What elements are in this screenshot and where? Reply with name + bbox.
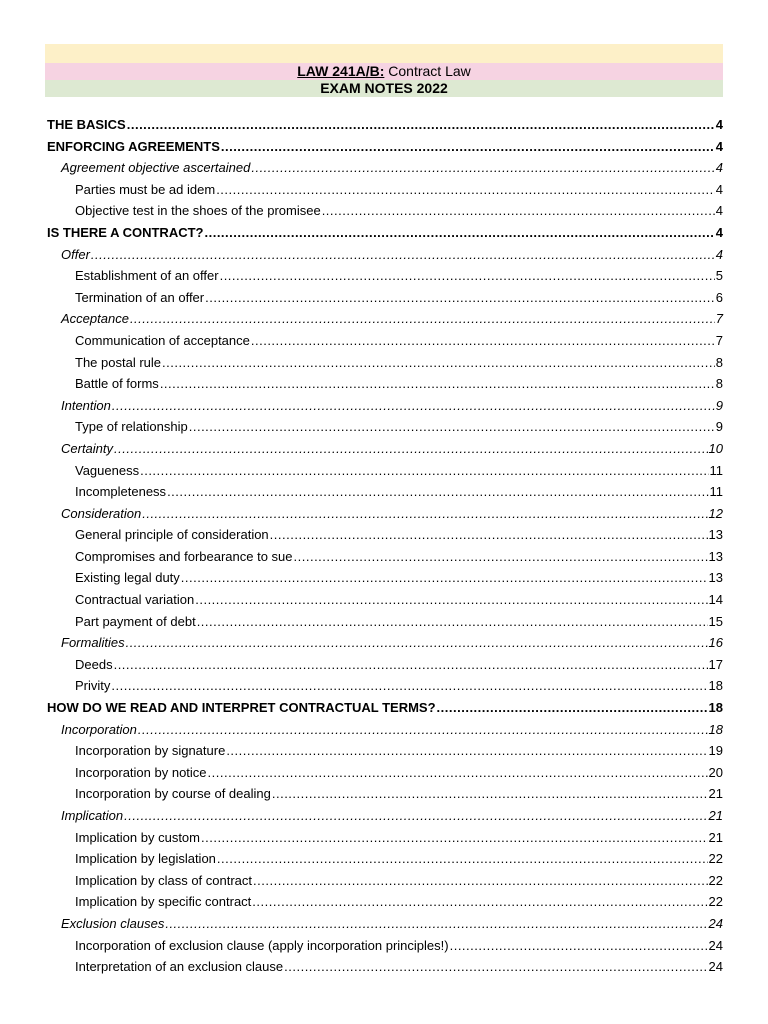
toc-dot-leader bbox=[251, 157, 714, 179]
toc-page-number: 21 bbox=[708, 808, 723, 823]
toc-entry[interactable] bbox=[47, 438, 723, 460]
toc-entry[interactable] bbox=[47, 805, 723, 827]
toc-entry[interactable] bbox=[47, 265, 723, 287]
toc-entry[interactable] bbox=[47, 460, 723, 482]
toc-dot-leader bbox=[138, 719, 708, 741]
toc-dot-leader bbox=[270, 524, 708, 546]
toc-entry[interactable] bbox=[47, 762, 723, 784]
toc-entry-title: IS THERE A CONTRACT? bbox=[47, 224, 204, 240]
toc-entry-title: Implication by class of contract bbox=[75, 872, 253, 888]
toc-page-number: 7 bbox=[715, 311, 723, 327]
toc-entry[interactable] bbox=[47, 395, 723, 417]
toc-entry[interactable] bbox=[47, 783, 723, 805]
toc-entry-title: Compromises and forbearance to sue bbox=[75, 548, 293, 564]
toc-dot-leader bbox=[226, 740, 707, 762]
toc-entry-title: Intention bbox=[61, 397, 111, 413]
toc-entry-title: Formalities bbox=[61, 635, 125, 651]
toc-entry[interactable] bbox=[47, 330, 723, 352]
toc-entry-title: Parties must be ad idem bbox=[75, 181, 216, 197]
toc-entry[interactable] bbox=[47, 416, 723, 438]
toc-page-number: 10 bbox=[708, 440, 723, 456]
toc-entry[interactable] bbox=[47, 697, 723, 719]
toc-entry[interactable] bbox=[47, 136, 723, 158]
toc-entry-title: Acceptance bbox=[61, 311, 129, 327]
toc-entry-title: Existing legal duty bbox=[75, 570, 180, 586]
toc-dot-leader bbox=[253, 870, 708, 892]
toc-dot-leader bbox=[322, 200, 715, 222]
toc-dot-leader bbox=[124, 805, 707, 827]
toc-entry[interactable] bbox=[47, 891, 723, 913]
toc-page-number: 22 bbox=[708, 872, 723, 888]
toc-page-number: 13 bbox=[708, 570, 723, 586]
toc-page-number: 24 bbox=[708, 959, 723, 975]
toc-dot-leader bbox=[181, 567, 708, 589]
toc-entry[interactable] bbox=[47, 114, 723, 136]
toc-page-number: 4 bbox=[715, 160, 723, 176]
toc-page-number: 4 bbox=[715, 203, 723, 219]
toc-page-number: 16 bbox=[708, 635, 723, 651]
toc-entry-title: Agreement objective ascertained bbox=[61, 160, 251, 176]
document-subtitle: EXAM NOTES 2022 bbox=[45, 80, 723, 97]
toc-dot-leader bbox=[160, 373, 715, 395]
toc-dot-leader bbox=[450, 935, 708, 957]
toc-page-number: 5 bbox=[715, 268, 723, 284]
toc-entry-title: Incorporation by signature bbox=[75, 743, 226, 759]
toc-page-number: 21 bbox=[708, 786, 723, 802]
toc-entry-title: Implication by legislation bbox=[75, 851, 216, 867]
toc-page-number: 15 bbox=[708, 613, 723, 629]
toc-entry-title: Establishment of an offer bbox=[75, 268, 219, 284]
toc-dot-leader bbox=[208, 762, 708, 784]
toc-entry[interactable] bbox=[47, 503, 723, 525]
toc-entry[interactable] bbox=[47, 179, 723, 201]
toc-page-number: 18 bbox=[708, 721, 723, 737]
toc-entry[interactable] bbox=[47, 373, 723, 395]
toc-dot-leader bbox=[197, 611, 708, 633]
toc-entry-title: Battle of forms bbox=[75, 376, 159, 392]
toc-dot-leader bbox=[205, 287, 715, 309]
toc-dot-leader bbox=[165, 913, 707, 935]
toc-dot-leader bbox=[217, 848, 708, 870]
toc-dot-leader bbox=[221, 136, 715, 158]
toc-entry-title: Vagueness bbox=[75, 462, 140, 478]
toc-entry-title: Part payment of debt bbox=[75, 613, 196, 629]
toc-entry[interactable] bbox=[47, 200, 723, 222]
toc-dot-leader bbox=[114, 438, 708, 460]
toc-dot-leader bbox=[204, 222, 714, 244]
toc-entry-title: Incorporation of exclusion clause (apply incorporation principles!) bbox=[75, 937, 449, 953]
toc-page-number: 18 bbox=[708, 678, 723, 694]
course-title bbox=[45, 63, 723, 80]
table-of-contents bbox=[47, 114, 723, 978]
toc-entry-title: Deeds bbox=[75, 656, 113, 672]
toc-page-number: 4 bbox=[715, 181, 723, 197]
toc-dot-leader bbox=[201, 827, 708, 849]
toc-entry[interactable] bbox=[47, 352, 723, 374]
toc-entry[interactable] bbox=[47, 157, 723, 179]
toc-page-number: 17 bbox=[708, 656, 723, 672]
toc-entry[interactable] bbox=[47, 244, 723, 266]
toc-entry-title: Consideration bbox=[61, 505, 142, 521]
toc-dot-leader bbox=[437, 697, 708, 719]
toc-page-number: 4 bbox=[715, 117, 723, 132]
toc-entry-title: Offer bbox=[61, 246, 90, 262]
toc-dot-leader bbox=[162, 352, 715, 374]
toc-entry[interactable] bbox=[47, 308, 723, 330]
toc-dot-leader bbox=[189, 416, 715, 438]
toc-entry-title: ENFORCING AGREEMENTS bbox=[47, 138, 220, 154]
toc-entry-title: THE BASICS bbox=[47, 117, 126, 132]
toc-dot-leader bbox=[142, 503, 707, 525]
toc-dot-leader bbox=[284, 956, 707, 978]
toc-dot-leader bbox=[294, 546, 708, 568]
toc-dot-leader bbox=[112, 395, 715, 417]
toc-entry[interactable] bbox=[47, 287, 723, 309]
toc-entry[interactable] bbox=[47, 956, 723, 978]
toc-dot-leader bbox=[251, 330, 715, 352]
toc-page-number: 8 bbox=[715, 354, 723, 370]
toc-entry[interactable] bbox=[47, 870, 723, 892]
toc-page-number: 11 bbox=[709, 462, 723, 478]
toc-entry-title: Interpretation of an exclusion clause bbox=[75, 959, 284, 975]
toc-entry[interactable] bbox=[47, 654, 723, 676]
toc-dot-leader bbox=[195, 589, 707, 611]
toc-dot-leader bbox=[91, 244, 715, 266]
course-name: Contract Law bbox=[384, 63, 471, 79]
toc-entry[interactable] bbox=[47, 481, 723, 503]
toc-entry-title: Termination of an offer bbox=[75, 289, 205, 305]
toc-page-number: 11 bbox=[709, 484, 723, 500]
toc-entry-title: General principle of consideration bbox=[75, 527, 269, 543]
toc-entry[interactable] bbox=[47, 675, 723, 697]
toc-page-number: 9 bbox=[715, 419, 723, 435]
toc-entry-title: Implication by custom bbox=[75, 829, 200, 845]
toc-entry-title: Objective test in the shoes of the promisee bbox=[75, 203, 321, 219]
toc-page-number: 24 bbox=[708, 937, 723, 953]
toc-entry-title: Incompleteness bbox=[75, 484, 167, 500]
toc-page-number: 14 bbox=[708, 592, 723, 608]
toc-entry[interactable] bbox=[47, 589, 723, 611]
toc-page-number: 13 bbox=[708, 548, 723, 564]
toc-page-number: 9 bbox=[715, 397, 723, 413]
toc-entry-title: Incorporation by notice bbox=[75, 764, 207, 780]
toc-page-number: 6 bbox=[715, 289, 723, 305]
toc-dot-leader bbox=[130, 308, 715, 330]
toc-page-number: 7 bbox=[715, 332, 723, 348]
toc-entry-title: Privity bbox=[75, 678, 111, 694]
toc-page-number: 12 bbox=[708, 505, 723, 521]
toc-entry-title: Incorporation bbox=[61, 721, 137, 737]
toc-entry[interactable] bbox=[47, 567, 723, 589]
toc-entry-title: Incorporation by course of dealing bbox=[75, 786, 271, 802]
toc-page-number: 4 bbox=[715, 138, 723, 154]
toc-entry[interactable] bbox=[47, 913, 723, 935]
toc-dot-leader bbox=[272, 783, 708, 805]
toc-page-number: 13 bbox=[708, 527, 723, 543]
toc-page-number: 18 bbox=[708, 700, 723, 716]
toc-entry-title: Implication bbox=[61, 808, 124, 823]
toc-page-number: 24 bbox=[708, 915, 723, 931]
toc-page-number: 20 bbox=[708, 764, 723, 780]
toc-dot-leader bbox=[216, 179, 715, 201]
header-band-top bbox=[45, 44, 723, 63]
toc-page-number: 4 bbox=[715, 224, 723, 240]
toc-dot-leader bbox=[220, 265, 715, 287]
toc-dot-leader bbox=[252, 891, 707, 913]
toc-entry[interactable] bbox=[47, 546, 723, 568]
toc-page-number: 22 bbox=[708, 894, 723, 910]
toc-entry-title: HOW DO WE READ AND INTERPRET CONTRACTUAL TERMS? bbox=[47, 700, 436, 716]
toc-entry[interactable] bbox=[47, 848, 723, 870]
toc-entry[interactable] bbox=[47, 222, 723, 244]
toc-entry-title: Type of relationship bbox=[75, 419, 188, 435]
toc-entry-title: Certainty bbox=[61, 440, 114, 456]
toc-entry[interactable] bbox=[47, 740, 723, 762]
toc-entry[interactable] bbox=[47, 611, 723, 633]
toc-entry-title: The postal rule bbox=[75, 354, 161, 370]
toc-entry[interactable] bbox=[47, 524, 723, 546]
toc-dot-leader bbox=[114, 654, 708, 676]
toc-dot-leader bbox=[111, 675, 707, 697]
toc-entry-title: Communication of acceptance bbox=[75, 332, 250, 348]
toc-entry-title: Implication by specific contract bbox=[75, 894, 252, 910]
toc-page-number: 22 bbox=[708, 851, 723, 867]
toc-dot-leader bbox=[126, 632, 708, 654]
toc-entry[interactable] bbox=[47, 827, 723, 849]
toc-dot-leader bbox=[140, 460, 708, 482]
toc-entry[interactable] bbox=[47, 632, 723, 654]
toc-dot-leader bbox=[127, 114, 715, 136]
course-code: LAW 241A/B: bbox=[297, 63, 385, 79]
toc-entry[interactable] bbox=[47, 935, 723, 957]
toc-entry[interactable] bbox=[47, 719, 723, 741]
toc-dot-leader bbox=[167, 481, 708, 503]
toc-page-number: 21 bbox=[708, 829, 723, 845]
toc-page-number: 4 bbox=[715, 246, 723, 262]
toc-page-number: 19 bbox=[708, 743, 723, 759]
toc-entry-title: Exclusion clauses bbox=[61, 915, 165, 931]
toc-entry-title: Contractual variation bbox=[75, 592, 195, 608]
toc-page-number: 8 bbox=[715, 376, 723, 392]
